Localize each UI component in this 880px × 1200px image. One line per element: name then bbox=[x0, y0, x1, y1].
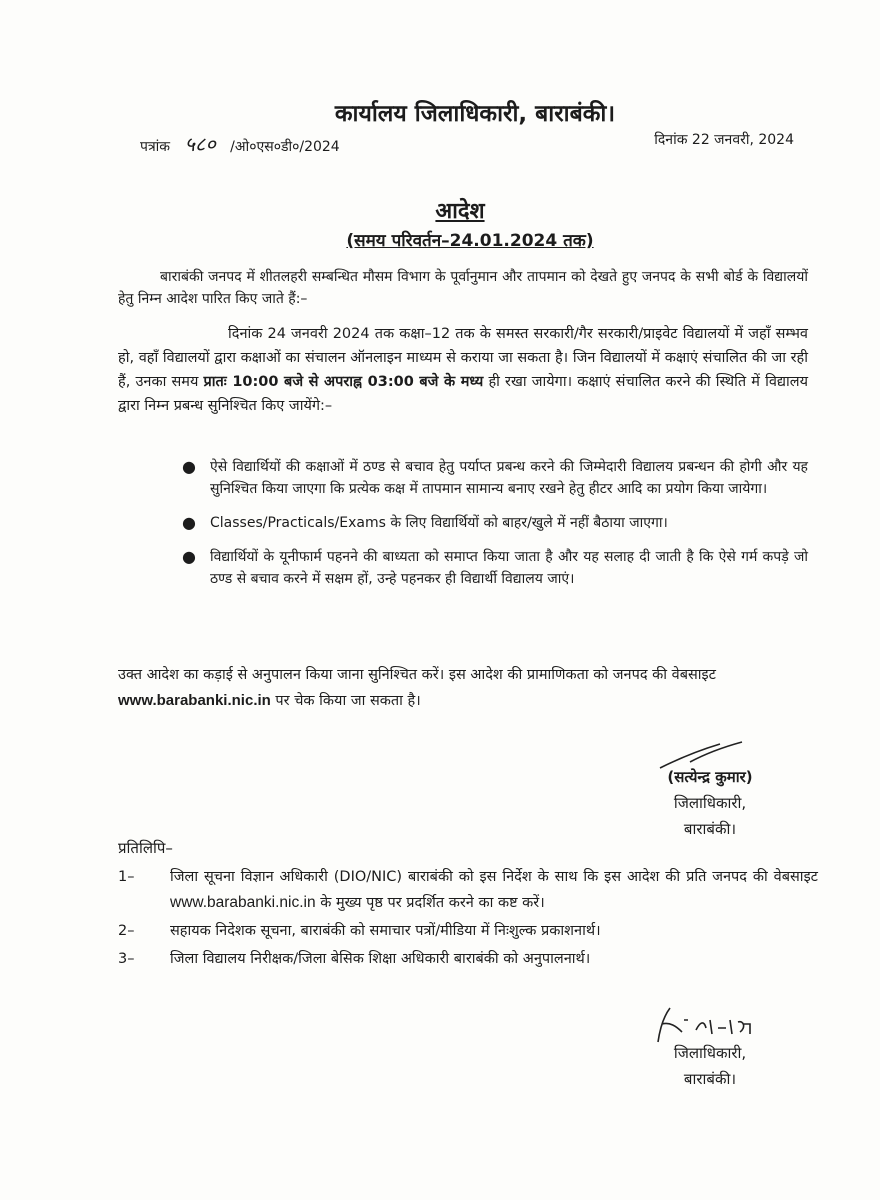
ref-number: ५८० bbox=[184, 132, 216, 156]
closing-text-b: पर चेक किया जा सकता है। bbox=[275, 693, 421, 709]
closing-text-a: उक्त आदेश का कड़ाई से अनुपालन किया जाना सुनिश्चित करें। इस आदेश की प्रामाणिकता को जनपद की वेबसाइट bbox=[118, 667, 716, 683]
officer-designation: जिलाधिकारी, bbox=[673, 1044, 747, 1062]
copy-index: 1– bbox=[118, 869, 135, 885]
website-link[interactable]: www.barabanki.nic.in bbox=[170, 894, 316, 911]
ref-suffix: /ओ०एस०डी०/2024 bbox=[230, 139, 340, 155]
copy-item bbox=[118, 864, 818, 916]
copy-text-a: जिला सूचना विज्ञान अधिकारी (DIO/NIC) बाराबंकी को इस निर्देश के साथ कि इस आदेश की प्रति जनपद की वेबसाइट bbox=[170, 869, 818, 885]
order-subtitle: (समय परिवर्तन–24.01.2024 तक) bbox=[346, 231, 594, 251]
officer-place: बाराबंकी। bbox=[683, 1070, 737, 1088]
copy-text-a: सहायक निदेशक सूचना, बाराबंकी को समाचार पत्रों/मीडिया में निःशुल्क प्रकाशनार्थ। bbox=[170, 923, 601, 939]
copy-index: 2– bbox=[118, 923, 135, 939]
officer-place: बाराबंकी। bbox=[683, 820, 737, 838]
bullet-icon: ● bbox=[182, 547, 196, 566]
order-title: आदेश bbox=[435, 199, 485, 224]
directive-item bbox=[182, 512, 808, 534]
copy-heading: प्रतिलिपि– bbox=[118, 839, 173, 857]
copy-item bbox=[118, 918, 818, 944]
officer-designation: जिलाधिकारी, bbox=[673, 794, 747, 812]
office-title: कार्यालय जिलाधिकारी, बाराबंकी। bbox=[334, 101, 616, 127]
bullet-icon: ● bbox=[182, 457, 196, 476]
directive-text: विद्यार्थियों के यूनीफार्म पहनने की बाध्यता को समाप्त किया जाता है और यह सलाह दी जाती है कि ऐसे गर्म कपड़े जो ठण्ड से बचाव करने में सक्षम हों, उन्हे पहनकर ही विद्यार्थी विद्यालय जाएं। bbox=[210, 549, 808, 587]
intro-paragraph: बाराबंकी जनपद में शीतलहरी सम्बन्धित मौसम विभाग के पूर्वानुमान और तापमान को देखते हुए जनपद के सभी बोर्ड के विद्यालयों हेतु निम्न आदेश पारित किए जाते हैं:– bbox=[118, 269, 808, 307]
copy-text-a: जिला विद्यालय निरीक्षक/जिला बेसिक शिक्षा अधिकारी बाराबंकी को अनुपालनार्थ। bbox=[170, 951, 591, 967]
closing-paragraph bbox=[118, 662, 808, 714]
copy-signature-block bbox=[620, 1040, 800, 1092]
directive-list bbox=[182, 456, 808, 602]
directive-item bbox=[182, 546, 808, 590]
copy-text-b: के मुख्य पृष्ठ पर प्रदर्शित करने का कष्ट करें। bbox=[320, 895, 545, 911]
main-paragraph bbox=[118, 322, 808, 418]
bullet-icon: ● bbox=[182, 513, 196, 532]
order-date: दिनांक 22 जनवरी, 2024 bbox=[654, 132, 794, 148]
copy-index: 3– bbox=[118, 951, 135, 967]
copy-item bbox=[118, 946, 818, 972]
signature-block bbox=[620, 764, 800, 842]
directive-text: ऐसे विद्यार्थियों की कक्षाओं में ठण्ड से बचाव हेतु पर्याप्त प्रबन्ध करने की जिम्मेदारी विद्यालय प्रबन्धन की होगी और यह सुनिश्चित किया जाएगा कि प्रत्येक कक्ष में तापमान सामान्य बनाए रखने हेतु हीटर आदि का प्रयोग किया जायेगा। bbox=[210, 459, 808, 497]
directive-text: Classes/Practicals/Exams के लिए विद्यार्थियों को बाहर/खुले में नहीं बैठाया जाएगा। bbox=[210, 515, 668, 531]
directive-item bbox=[182, 456, 808, 500]
main-lead: दिनांक 24 जनवरी 2024 तक कक्षा–12 तक के समस्त सरकारी/गैर सरकारी/प्राइवेट विद्यालयों में जहाँ सम्भव हो, वहाँ विद्यालयों द्वारा कक्षाओं का संचालन ऑनलाइन माध्यम से कराया जा सकता है। जिन विद्यालयों में कक्षाएं संचालित की जा रही हैं, उनका समय bbox=[118, 326, 808, 390]
website-link[interactable]: www.barabanki.nic.in bbox=[118, 692, 271, 709]
reference-number bbox=[140, 130, 340, 157]
officer-name: (सत्येन्द्र कुमार) bbox=[667, 768, 753, 786]
main-time: प्रातः 10:00 बजे से अपराह्न 03:00 बजे के मध्य bbox=[203, 374, 484, 390]
copy-list bbox=[118, 864, 818, 974]
main-tail: ही रखा जायेगा। कक्षाएं संचालित करने की स्थिति में विद्यालय द्वारा निम्न प्रबन्ध सुनिश्चित किए जायेंगे:– bbox=[118, 374, 809, 414]
ref-prefix: पत्रांक bbox=[140, 139, 171, 155]
